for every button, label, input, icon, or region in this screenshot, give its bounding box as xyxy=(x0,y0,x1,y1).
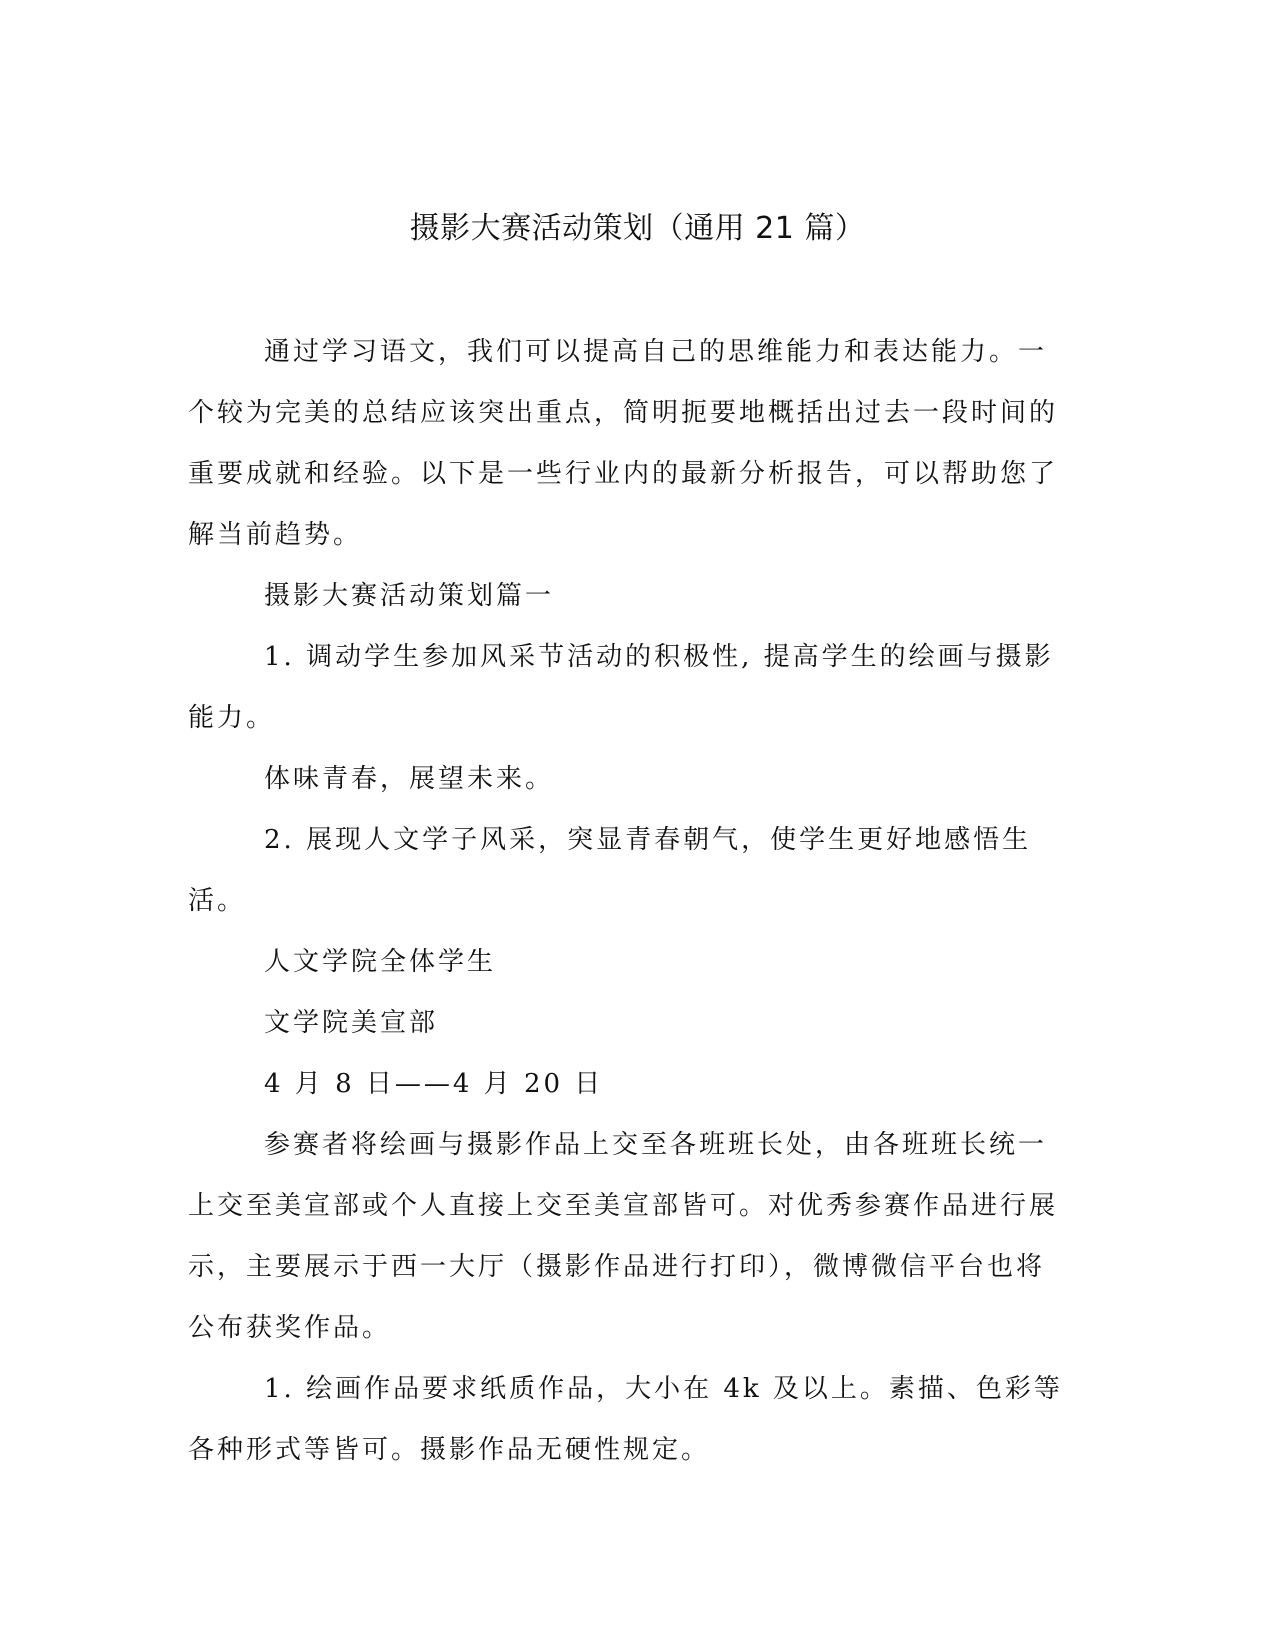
document-title: 摄影大赛活动策划（通用 21 篇） xyxy=(409,211,866,246)
intro-paragraph: 通过学习语文，我们可以提高自己的思维能力和表达能力。一个较为完美的总结应该突出重点，简明扼要地概括出过去一段时间的重要成就和经验。以下是一些行业内的最新分析报告，可以帮助您了解当前趋势。 xyxy=(188,337,1059,550)
body-paragraph: 人文学院全体学生 xyxy=(264,947,497,977)
date-range: 4 月 8 日——4 月 20 日 xyxy=(264,1069,604,1099)
body-paragraph: 2. 展现人文学子风采，突显青春朝气，使学生更好地感悟生活。 xyxy=(188,825,1032,916)
document-body xyxy=(188,322,1073,1481)
body-paragraph: 1. 调动学生参加风采节活动的积极性, 提高学生的绘画与摄影能力。 xyxy=(188,642,1054,733)
section-heading: 摄影大赛活动策划篇一 xyxy=(264,581,555,611)
body-paragraph: 参赛者将绘画与摄影作品上交至各班班长处，由各班班长统一上交至美宣部或个人直接上交至美宣部皆可。对优秀参赛作品进行展示，主要展示于西一大厅（摄影作品进行打印），微博微信平台也将公布获奖作品。 xyxy=(188,1130,1059,1343)
body-paragraph: 1. 绘画作品要求纸质作品，大小在 4k 及以上。素描、色彩等各种形式等皆可。摄影作品无硬性规定。 xyxy=(188,1374,1063,1465)
body-paragraph: 文学院美宣部 xyxy=(264,1008,439,1038)
body-paragraph: 体味青春，展望未来。 xyxy=(264,764,555,794)
